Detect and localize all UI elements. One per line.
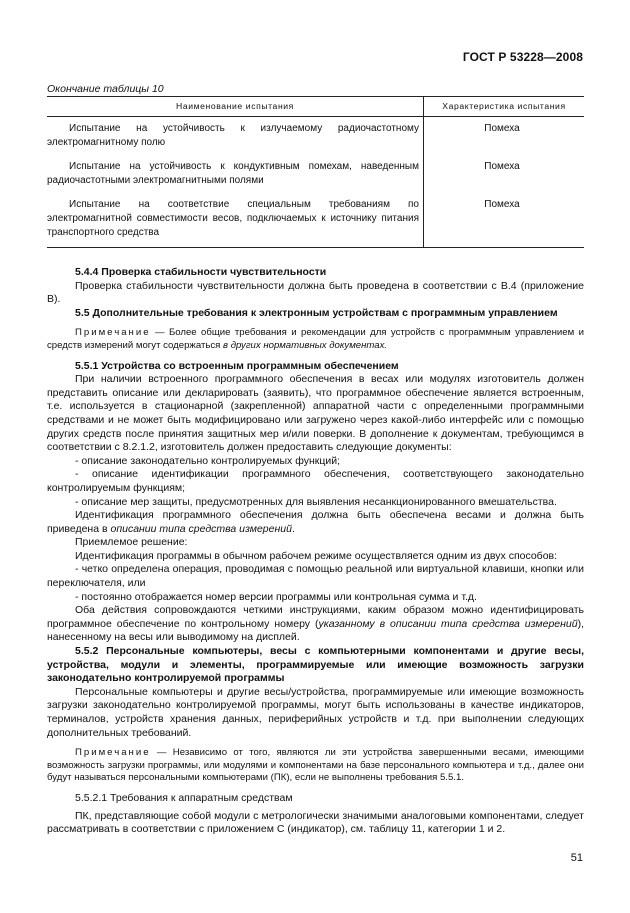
- list-item: - описание мер защиты, предусмотренных для выявления несанкционированного вмешательства.: [75, 495, 557, 508]
- table-row: [47, 117, 584, 158]
- note-paragraph: [47, 327, 584, 352]
- test-table: [47, 96, 584, 248]
- text-run: Идентификация программного обеспечения должна быть обеспечена весами и должна быть приведена в: [47, 509, 584, 535]
- text-run-italic: указанному в описании типа средства измерений: [318, 617, 578, 630]
- list-item: - описание законодательно контролируемых функций;: [75, 454, 341, 467]
- table-header-row: [47, 97, 584, 117]
- section-heading-5-5-1: 5.5.1 Устройства со встроенным программным обеспечением: [75, 359, 399, 372]
- text-run: .: [291, 522, 295, 535]
- note-text: — Более общие требования и рекомендации для устройств с программным управлением и средств измерений могут содержаться: [47, 327, 584, 351]
- document-body: [47, 266, 584, 837]
- paragraph: [47, 509, 584, 536]
- list-item: - четко определена операция, проводимая с помощью реальной или виртуальной клавиши, кнопки или переключателя, или: [47, 563, 584, 590]
- note-text-italic: в других нормативных документах.: [223, 339, 388, 351]
- table-cell-test: Испытание на устойчивость к излучаемому радиочастотному электромагнитному полю: [47, 117, 424, 158]
- column-header-characteristic: Характеристика испытания: [424, 97, 585, 117]
- text-run-italic: описании типа средства измерений: [110, 522, 292, 535]
- column-header-test-name: Наименование испытания: [47, 97, 424, 117]
- text-run: Оба действия сопровождаются четкими инструкциями, каким образом можно идентифицировать программное обеспечение по контрольному номеру (: [47, 604, 584, 630]
- section-heading-5-5-2-1: 5.5.2.1 Требования к аппаратным средствам: [75, 791, 293, 804]
- document-header: ГОСТ Р 53228—2008: [462, 50, 583, 64]
- table-cell-characteristic: Помеха: [484, 161, 520, 173]
- note-label: Примечание: [75, 747, 151, 759]
- paragraph: Проверка стабильности чувствительности должна быть проведена в соответствии с В.4 (приложение В).: [47, 279, 584, 306]
- paragraph: Персональные компьютеры и другие весы/устройства, программируемые или имеющие возможность загрузки законодательно контролируемой программы, могут быть использованы в качестве индикаторов, терминалов, устройств хранения данных, периферийных устройств и т.д. при выполнении следующих дополнительных требований.: [47, 685, 584, 739]
- section-heading-5-5-2: 5.5.2 Персональные компьютеры, весы с компьютерными компонентами и другие весы, устройства, модули и элементы, программируемые или имеющие возможность загрузки законодательно контролируемой программы: [47, 645, 584, 685]
- paragraph: ПК, представляющие собой модули с метрологически значимыми аналоговыми компонентами, следует рассматривать в соответствии с приложением С (индикатор), см. таблицу 11, категории 1 и 2.: [47, 809, 584, 836]
- paragraph: При наличии встроенного программного обеспечения в весах или модулях изготовитель должен представить описание или декларировать (заявить), что программное обеспечение является встроенным, т.е. используется в стационарной (закрепленной) аппаратной части с определенными программными средствами и не может быть модифицировано или загружено через какой-либо интерфейс или с помощью других средств после принятия защитных мер и/или поверки. В дополнение к документам, требующимся в соответствии с 8.2.1.2, изготовитель должен предоставить следующие документы:: [47, 373, 584, 454]
- list-item: - постоянно отображается номер версии программы или контрольная сумма и т.д.: [75, 590, 477, 603]
- list-item: - описание идентификации программного обеспечения, соответствующего законодательно контролируемым функциям;: [47, 468, 584, 494]
- section-heading-5-4-4: 5.4.4 Проверка стабильности чувствительности: [75, 266, 327, 278]
- section-heading-5-5: 5.5 Дополнительные требования к электронным устройствам с программным управлением: [75, 306, 558, 319]
- note-label: Примечание: [75, 327, 151, 339]
- table-cell-test: Испытание на устойчивость к кондуктивным помехам, наведенным радиочастотными электромагнитными полями: [47, 157, 424, 195]
- table-row: [47, 157, 584, 195]
- paragraph: Идентификация программы в обычном рабочем режиме осуществляется одним из двух способов:: [75, 549, 558, 562]
- table-cell-test: Испытание на соответствие специальным требованиям по электромагнитной совместимости весов, подключаемых к источнику питания транспортного средства: [47, 195, 424, 247]
- note-paragraph: [47, 747, 584, 785]
- text-run: ), нанесенному на весы или выводимому на дисплей.: [47, 617, 584, 644]
- paragraph: [47, 604, 584, 645]
- table-cell-characteristic: Помеха: [424, 195, 585, 247]
- note-text: — Независимо от того, являются ли эти устройства завершенными весами, имеющими возможность загрузки программы, или модулями и компонентами на базе персонального компьютера и т.д., далее они будут называться персональными компьютерами (ПК), если не выполнены требования 5.5.1.: [47, 747, 584, 784]
- table-caption: Окончание таблицы 10: [47, 83, 164, 95]
- page-number: 51: [570, 852, 583, 864]
- table-cell-characteristic: Помеха: [484, 123, 520, 134]
- paragraph: Приемлемое решение:: [75, 536, 188, 549]
- table-row: [47, 195, 584, 247]
